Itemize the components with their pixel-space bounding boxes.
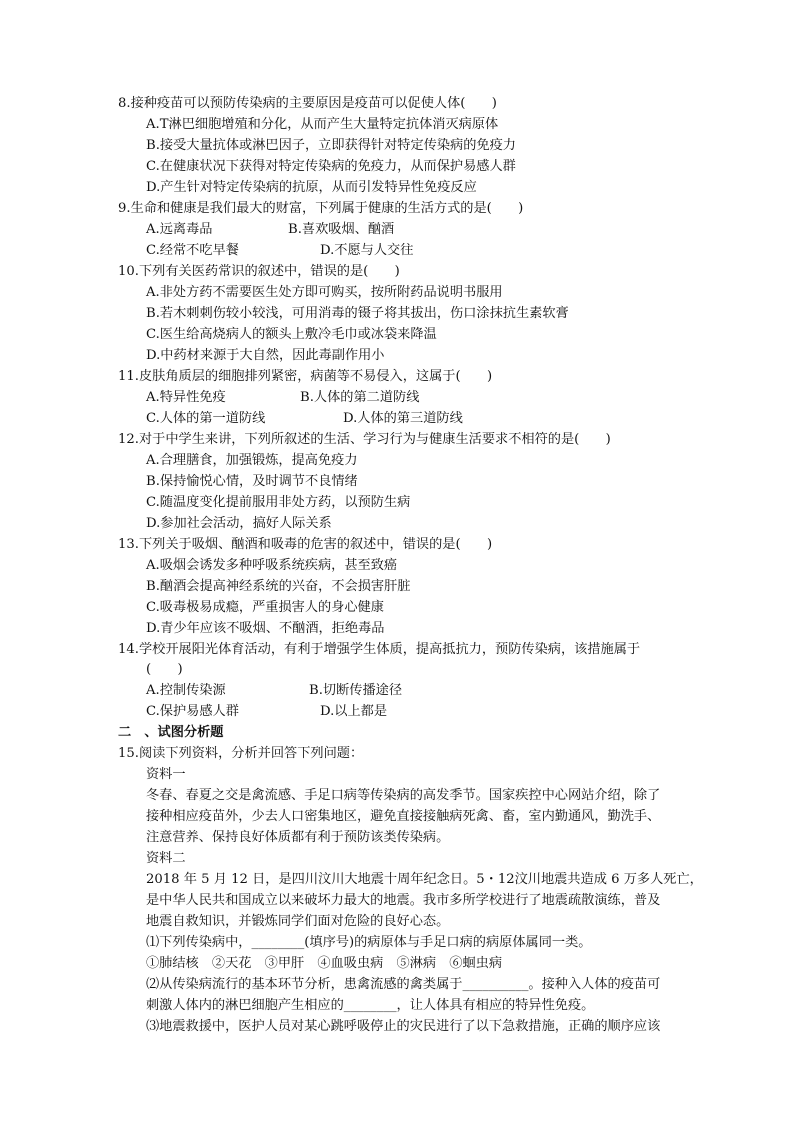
material-1-line: 接种相应疫苗外，少去人口密集地区，避免直接接触病死禽、畜，室内勤通风，勤洗手、 [146, 809, 661, 824]
q14-option-d: D.以上都是 [320, 704, 388, 719]
q8-stem: 8.接种疫苗可以预防传染病的主要原因是疫苗可以促使人体( ) [118, 96, 497, 111]
q9-option-a: A.远离毒品 [146, 222, 213, 237]
material-1-line: 冬春、春夏之交是禽流感、手足口病等传染病的高发季节。国家疾控中心网站介绍，除了 [146, 788, 661, 803]
q15-sub2-line1: ⑵从传染病流行的基本环节分析，患禽流感的禽类属于__________。接种入人体的疫苗可 [146, 977, 661, 992]
q14-stem: 14.学校开展阳光体育活动，有利于增强学生体质，提高抵抗力，预防传染病，该措施属于 [118, 642, 641, 657]
q10-stem: 10.下列有关医药常识的叙述中，错误的是( ) [118, 264, 400, 279]
q14-option-a: A.控制传染源 [146, 683, 226, 698]
material-2-line: 是中华人民共和国成立以来破坏力最大的地震。我市多所学校进行了地震疏散演练，普及 [146, 893, 661, 908]
q13-option-b: B.酗酒会提高神经系统的兴奋，不会损害肝脏 [146, 579, 411, 594]
q15-sub2-line2: 刺激人体内的淋巴细胞产生相应的________，让人体具有相应的特异性免疫。 [146, 998, 595, 1013]
q9-stem: 9.生命和健康是我们最大的财富，下列属于健康的生活方式的是( ) [118, 201, 524, 216]
q14-option-c: C.保护易感人群 [146, 704, 239, 719]
q12-stem: 12.对于中学生来讲，下列所叙述的生活、学习行为与健康生活要求不相符的是( ) [118, 432, 611, 447]
q8-option-c: C.在健康状况下获得对特定传染病的免疫力，从而保护易感人群 [146, 159, 516, 174]
q11-stem: 11.皮肤角质层的细胞排列紧密，病菌等不易侵入，这属于( ) [118, 369, 493, 384]
q10-option-c: C.医生给高烧病人的额头上敷冷毛巾或冰袋来降温 [146, 327, 437, 342]
q8-option-b: B.接受大量抗体或淋巴因子，立即获得针对特定传染病的免疫力 [146, 138, 516, 153]
material-2-line: 2018 年 5 月 12 日，是四川汶川大地震十周年纪念日。5・12汶川地震共造成 6 万多人死亡， [146, 872, 703, 887]
q9-option-b: B.喜欢吸烟、酗酒 [288, 222, 395, 237]
q14-answer-blank: ( ) [146, 662, 183, 677]
material-1-line: 注意营养、保持良好体质都有利于预防该类传染病。 [146, 830, 450, 845]
q8-option-d: D.产生针对特定传染病的抗原，从而引发特异性免疫反应 [146, 180, 477, 195]
q10-option-a: A.非处方药不需要医生处方即可购买，按所附药品说明书服用 [146, 285, 503, 300]
material-1-title: 资料一 [146, 767, 186, 782]
q12-option-c: C.随温度变化提前服用非处方药，以预防生病 [146, 495, 411, 510]
q15-stem: 15.阅读下列资料，分析并回答下列问题： [118, 746, 364, 761]
q11-option-c: C.人体的第一道防线 [146, 411, 266, 426]
q15-sub3: ⑶地震救援中，医护人员对某心跳呼吸停止的灾民进行了以下急救措施，正确的顺序应该 [146, 1019, 661, 1034]
section-heading: 二 、试图分析题 [118, 725, 224, 740]
q12-option-a: A.合理膳食，加强锻炼，提高免疫力 [146, 453, 358, 468]
q13-option-d: D.青少年应该不吸烟、不酗酒，拒绝毒品 [146, 621, 385, 636]
q12-option-b: B.保持愉悦心情，及时调节不良情绪 [146, 474, 358, 489]
q11-option-d: D.人体的第三道防线 [343, 411, 463, 426]
q8-option-a: A.T淋巴细胞增殖和分化，从而产生大量特定抗体消灭病原体 [146, 117, 499, 132]
q15-sub1-choices: ①肺结核 ②天花 ③甲肝 ④血吸虫病 ⑤淋病 ⑥蛔虫病 [146, 956, 503, 971]
q10-option-b: B.若木刺刺伤较小较浅，可用消毒的镊子将其拔出，伤口涂抹抗生素软膏 [146, 306, 569, 321]
q9-option-c: C.经常不吃早餐 [146, 243, 239, 258]
q11-option-a: A.特异性免疫 [146, 390, 226, 405]
q12-option-d: D.参加社会活动，搞好人际关系 [146, 516, 332, 531]
q13-option-a: A.吸烟会诱发多种呼吸系统疾病，甚至致癌 [146, 558, 398, 573]
q11-option-b: B.人体的第二道防线 [300, 390, 420, 405]
q13-option-c: C.吸毒极易成瘾，严重损害人的身心健康 [146, 600, 384, 615]
q15-sub1: ⑴下列传染病中，________(填序号)的病原体与手足口病的病原体属同一类。 [146, 935, 592, 950]
q14-option-b: B.切断传播途径 [309, 683, 403, 698]
material-2-title: 资料二 [146, 851, 186, 866]
material-2-line: 地震自救知识，并锻炼同学们面对危险的良好心态。 [146, 914, 450, 929]
q13-stem: 13.下列关于吸烟、酗酒和吸毒的危害的叙述中，错误的是( ) [118, 537, 493, 552]
q9-option-d: D.不愿与人交往 [320, 243, 414, 258]
q10-option-d: D.中药材来源于大自然，因此毒副作用小 [146, 348, 385, 363]
